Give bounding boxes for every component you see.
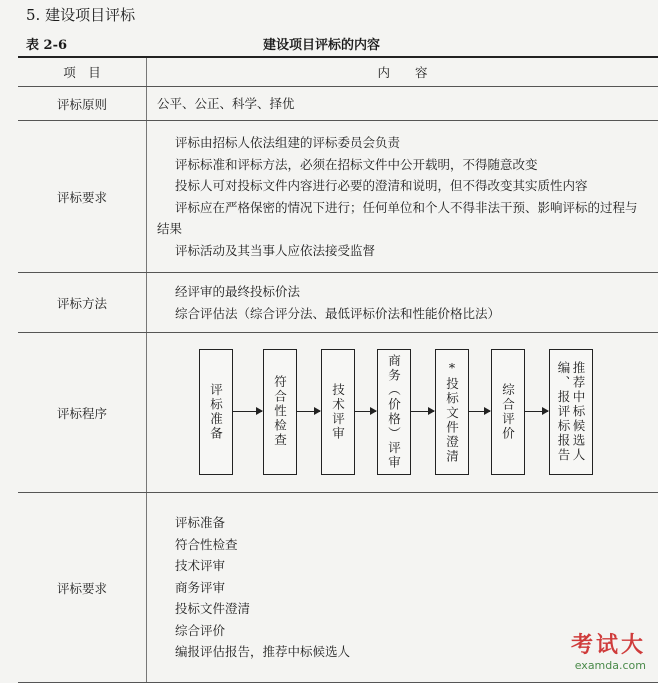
content-line: 结果	[157, 218, 658, 240]
row-label: 评标原则	[18, 87, 147, 121]
watermark-site: examda.com	[571, 659, 646, 672]
content-line: 综合评估法（综合评分法、最低评标价法和性能价格比法）	[175, 303, 658, 325]
row-content	[147, 121, 658, 273]
watermark	[571, 628, 646, 672]
row-label: 评标方法	[18, 273, 147, 333]
flow-arrow	[525, 411, 548, 412]
watermark-brand: 考试大	[571, 628, 646, 659]
table-row	[18, 273, 658, 333]
content-line: 投标文件澄清	[175, 598, 658, 620]
flow-step-1: 评标准备	[199, 349, 233, 475]
flow-arrow	[297, 411, 320, 412]
row-content	[147, 273, 658, 333]
header-content: 内 容	[147, 57, 658, 87]
content-line: 投标人可对投标文件内容进行必要的澄清和说明，但不得改变其实质性内容	[175, 175, 658, 197]
flow-step-8: 推荐中标候选人	[571, 361, 586, 463]
row-label: 评标程序	[18, 333, 147, 493]
content-line: 编报评估报告，推荐中标候选人	[175, 641, 658, 663]
flow-arrow	[355, 411, 376, 412]
content-line: 评标应在严格保密的情况下进行；任何单位和个人不得非法干预、影响评标的过程与	[175, 197, 658, 219]
content-line: 公平、公正、科学、择优	[157, 93, 658, 115]
flow-step-7-8	[549, 349, 593, 475]
flow-arrow	[233, 411, 262, 412]
row-content	[147, 87, 658, 121]
flow-arrow	[469, 411, 490, 412]
row-label: 评标要求	[18, 121, 147, 273]
content-line: 评标由招标人依法组建的评标委员会负责	[175, 132, 658, 154]
flow-step-4: 商务（价格）评审	[377, 349, 411, 475]
flow-step-2: 符合性检查	[263, 349, 297, 475]
evaluation-table	[18, 56, 658, 683]
content-line: 技术评审	[175, 555, 658, 577]
row-label: 评标要求	[18, 493, 147, 683]
process-flowchart	[147, 337, 658, 489]
content-line: 商务评审	[175, 577, 658, 599]
header-item: 项 目	[18, 57, 147, 87]
content-line: 评标准备	[175, 512, 658, 534]
content-line: 综合评价	[175, 620, 658, 642]
flow-arrow	[411, 411, 434, 412]
table-row	[18, 121, 658, 273]
flow-step-6: 综合评价	[491, 349, 525, 475]
section-heading: 5. 建设项目评标	[26, 4, 135, 25]
content-line: 符合性检查	[175, 534, 658, 556]
flow-step-5: *投标文件澄清	[435, 349, 469, 475]
flow-step-3: 技术评审	[321, 349, 355, 475]
content-line: 评标标准和评标方法，必须在招标文件中公开载明，不得随意改变	[175, 154, 658, 176]
flow-cell	[147, 333, 658, 493]
table-row	[18, 493, 658, 683]
table-number: 表 2-6	[26, 34, 67, 53]
table-row	[18, 87, 658, 121]
table-title: 建设项目评标的内容	[263, 34, 380, 53]
table-row	[18, 333, 658, 493]
content-line: 经评审的最终投标价法	[175, 281, 658, 303]
flow-step-7: 编、报评标报告	[556, 361, 571, 463]
content-line: 评标活动及其当事人应依法接受监督	[175, 240, 658, 262]
